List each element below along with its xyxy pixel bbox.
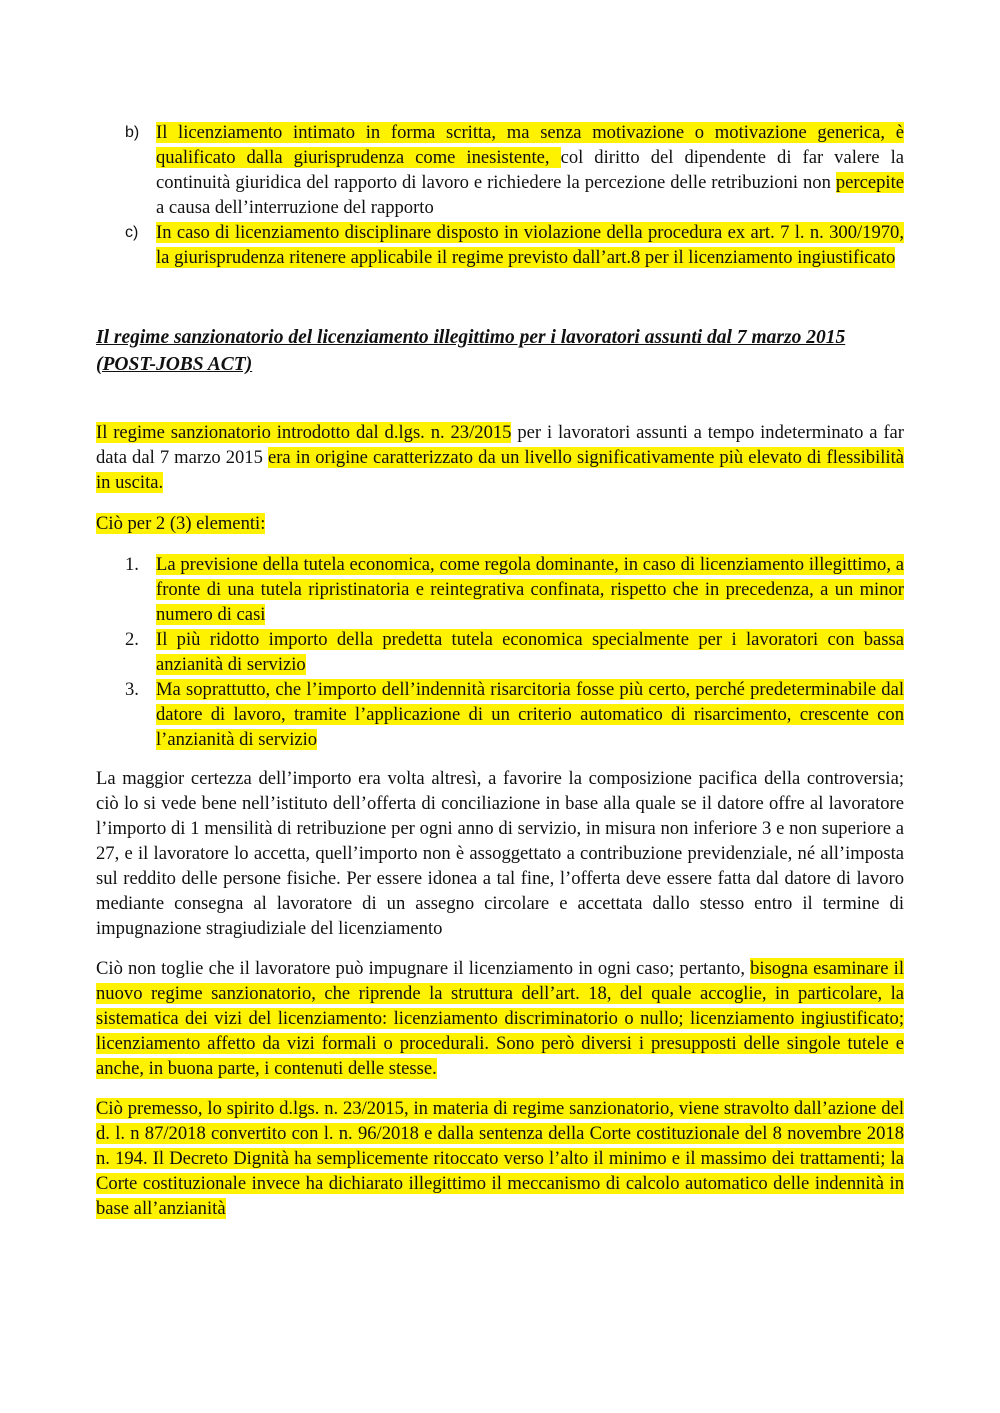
list-marker: b) (125, 124, 140, 141)
list-marker: 2. (125, 629, 139, 650)
text-segment: La previsione della tutela economica, come regola dominante, in caso di licenziamento illegittimo, a fronte di una tutela ripristinatoria e reintegrativa confinata, rispetto che in precedenza, a un minor numero di casi (156, 554, 904, 625)
text-segment: Ciò per 2 (3) elementi: (96, 513, 266, 534)
text-segment: Ciò premesso, lo spirito d.lgs. n. 23/2015, in materia di regime sanzionatorio, viene stravolto dall’azione del d. l. n 87/2018 convertito con l. n. 96/2018 e dalla sentenza della Corte costituzionale del 8 novembre 2018 n. 194. Il Decreto Dignità ha semplicemente ritoccato verso l’alto il minimo e il massimo dei trattamenti; la Corte costituzionale invece ha dichiarato illegittimo il meccanismo di calcolo automatico delle indennità in base all’anzianità (96, 1098, 904, 1219)
section-heading: Il regime sanzionatorio del licenziamento illegittimo per i lavoratori assunti dal 7 marzo 2015 (POST-JOBS ACT) (96, 327, 846, 375)
paragraph-conclusion (96, 1096, 904, 1221)
text-segment: Il più ridotto importo della predetta tutela economica specialmente per i lavoratori con bassa anzianità di servizio (156, 629, 904, 675)
list-item-2 (96, 627, 904, 677)
text-segment: era in origine caratterizzato da un livello significativamente più elevato di flessibilità in uscita. (96, 447, 905, 493)
text-segment: a causa dell’interruzione del rapporto (156, 197, 434, 218)
list-marker: c) (125, 224, 139, 241)
text-segment: bisogna esaminare il nuovo regime sanzionatorio, che riprende la struttura dell’art. 18, del quale accoglie, in particolare, la sistematica dei vizi del licenziamento: licenziamento discriminatorio o nullo; licenziamento ingiustificato; licenziamento affetto da vizi formali o procedurali. Sono però diversi i presupposti delle singole tutele e anche, in buona parte, i contenuti delle stesse. (96, 958, 904, 1079)
document-page (96, 116, 904, 1221)
paragraph-regime (96, 956, 904, 1081)
list-marker: 3. (125, 679, 139, 700)
text-segment: per i lavoratori assunti a tempo indeterminato a far data dal 7 marzo 2015 (96, 422, 904, 468)
list-item-3 (96, 677, 904, 752)
paragraph-intro (96, 420, 904, 495)
text-segment: In caso di licenziamento disciplinare disposto in violazione della procedura ex art. 7 l. n. 300/1970, la giurisprudenza ritenere applicabile il regime previsto dall’art.8 per il licenziamento ingiustificato (156, 222, 904, 268)
text-segment: col diritto del dipendente di far valere la continuità giuridica del rapporto di lavoro e richiedere la percezione delle retribuzioni non (156, 147, 904, 193)
text-segment: Ma soprattutto, che l’importo dell’indennità risarcitoria fosse più certo, perché predeterminabile dal datore di lavoro, tramite l’applicazione di un criterio automatico di risarcimento, crescente con l’anzianità di servizio (156, 679, 904, 750)
list-item-1 (96, 552, 904, 627)
text-segment: percepite (835, 172, 904, 193)
text-segment: Il regime sanzionatorio introdotto dal d.lgs. n. 23/2015 (96, 422, 512, 443)
paragraph-certainty: La maggior certezza dell’importo era volta altresì, a favorire la composizione pacifica della controversia; ciò lo si vede bene nell’istituto dell’offerta di conciliazione in base alla quale se il datore offre al lavoratore l’importo di 1 mensilità di retribuzione per ogni anno di servizio, in misura non inferiore 3 e non superiore a 27, e il lavoratore lo accetta, quell’importo non è assoggettato a contribuzione previdenziale, né all’imposta sul reddito delle persone fisiche. Per essere idonea a tal fine, l’offerta deve essere fatta dal datore di lavoro mediante consegna al lavoratore di un assegno circolare e accettata dallo stesso entro il termine di impugnazione stragiudiziale del licenziamento (96, 768, 904, 939)
text-segment: Ciò non toglie che il lavoratore può impugnare il licenziamento in ogni caso; pertanto, (96, 958, 751, 979)
list-item-c (96, 220, 904, 270)
text-segment: Il licenziamento intimato in forma scritta, ma senza motivazione o motivazione generica, è qualificato dalla giurisprudenza come inesistente, (156, 122, 904, 168)
list-item-b (96, 120, 904, 220)
elements-intro (96, 511, 904, 536)
top-list (96, 120, 904, 270)
numbered-list (96, 552, 904, 752)
list-marker: 1. (125, 554, 139, 575)
